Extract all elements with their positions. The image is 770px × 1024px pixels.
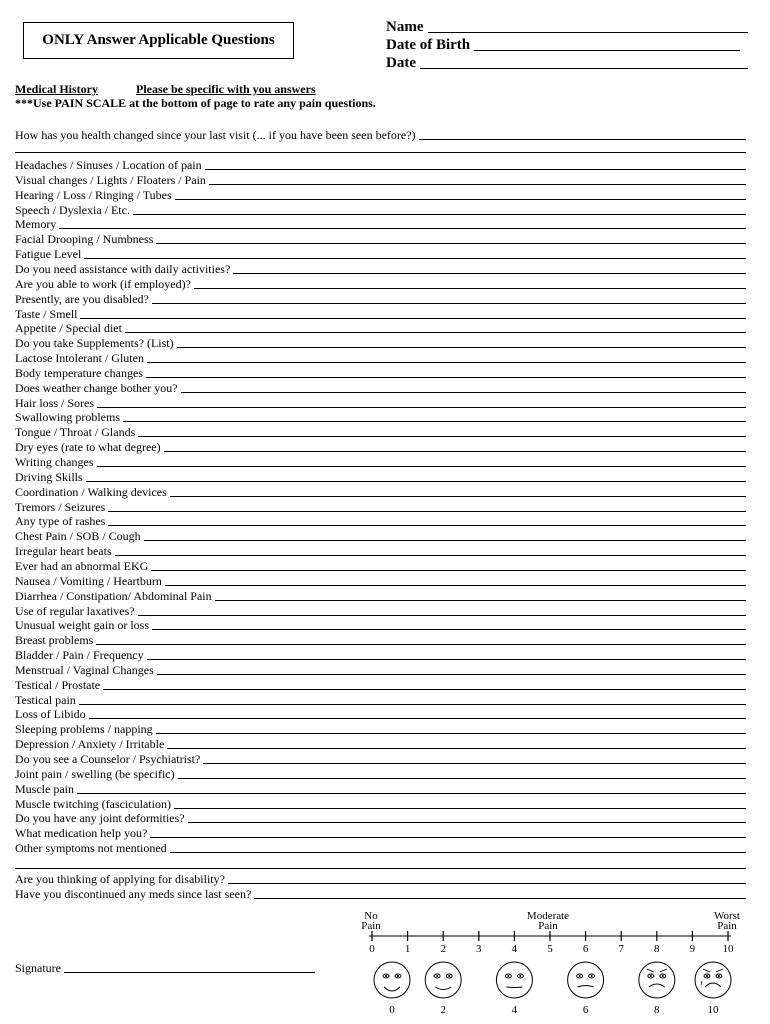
question-row[interactable] (15, 424, 746, 439)
worst-pain-label: Pain (717, 920, 737, 932)
answer-line[interactable] (233, 273, 746, 274)
question-label: Diarrhea / Constipation/ Abdominal Pain (15, 588, 212, 603)
answer-line[interactable] (138, 615, 746, 616)
answer-line[interactable] (188, 822, 746, 823)
question-row[interactable] (15, 632, 746, 647)
scale-tick-label: 9 (689, 943, 696, 955)
face-tear (701, 981, 702, 985)
face-mouth (506, 987, 522, 988)
question-label: Hair loss / Sores (15, 395, 94, 410)
question-row[interactable] (15, 528, 746, 543)
question-row[interactable] (15, 350, 746, 365)
face-pupil (718, 975, 720, 977)
question-label: Swallowing problems (15, 410, 120, 425)
answer-line[interactable] (167, 748, 746, 749)
question-row[interactable] (15, 781, 746, 796)
face-pupil (397, 975, 399, 977)
answer-line[interactable] (144, 540, 746, 541)
pain-face-icon (425, 962, 461, 998)
question-label: Tongue / Throat / Glands (15, 425, 136, 440)
section-subtitle: Please be specific with you answers (135, 82, 316, 96)
question-label: Do you have any joint deformities? (15, 811, 185, 826)
answer-line[interactable] (77, 793, 746, 794)
answer-line[interactable] (147, 362, 746, 363)
face-mouth (384, 987, 400, 991)
scale-tick-label: 7 (618, 943, 624, 955)
scale-tick-label: 5 (547, 943, 553, 955)
question-row[interactable] (15, 736, 746, 751)
answer-line[interactable] (170, 496, 746, 497)
question-row[interactable] (15, 439, 746, 454)
answer-line[interactable] (147, 659, 746, 660)
question-label: Breast problems (15, 633, 94, 648)
face-pupil (448, 975, 450, 977)
instruction-box-text: ONLY Answer Applicable Questions (42, 32, 275, 48)
question-label: Lactose Intolerant / Gluten (15, 351, 144, 366)
question-label: Bladder / Pain / Frequency (15, 648, 144, 663)
face-label: 4 (511, 1004, 518, 1016)
answer-line[interactable] (175, 199, 746, 200)
face-pupil (650, 975, 652, 977)
question-row[interactable] (15, 454, 746, 469)
question-label: Coordination / Walking devices (15, 484, 167, 499)
question-row[interactable] (15, 216, 746, 231)
face-label: 10 (707, 1004, 719, 1016)
answer-line[interactable] (419, 139, 746, 140)
answer-line[interactable] (254, 898, 746, 899)
face-mouth (578, 986, 594, 988)
question-row[interactable] (15, 172, 746, 187)
question-row[interactable] (15, 573, 746, 588)
answer-line[interactable] (170, 852, 746, 853)
answer-line[interactable] (152, 629, 746, 630)
answer-line[interactable] (209, 184, 746, 185)
question-row[interactable] (15, 469, 746, 484)
question-row[interactable] (15, 603, 746, 618)
question-row[interactable] (15, 840, 746, 855)
question-label: Driving Skills (15, 469, 83, 484)
face-pupil (507, 975, 509, 977)
question-row[interactable] (15, 409, 746, 424)
answer-line[interactable] (164, 451, 746, 452)
answer-line[interactable] (108, 511, 746, 512)
question-row[interactable] (15, 380, 746, 395)
question-label: Ever had an abnormal EKG (15, 558, 149, 573)
dob-field[interactable] (386, 35, 748, 53)
answer-line[interactable] (194, 288, 746, 289)
question-label: Irregular heart beats (15, 544, 112, 559)
question-label: What medication help you? (15, 826, 148, 841)
question-label: Taste / Smell (15, 306, 78, 321)
question-label: Depression / Anxiety / Irritable (15, 737, 165, 752)
question-label: Do you need assistance with daily activities? (15, 261, 231, 276)
question-label: Are you able to work (if employed)? (15, 276, 191, 291)
question-row[interactable] (15, 335, 746, 350)
answer-line[interactable] (151, 570, 746, 571)
face-pupil (436, 975, 438, 977)
question-label: Any type of rashes (15, 514, 106, 529)
question-row[interactable] (15, 796, 746, 811)
face-mouth (649, 984, 665, 987)
answer-line[interactable] (123, 421, 746, 422)
question-label: Appetite / Special diet (15, 321, 122, 336)
signature-line[interactable] (64, 972, 315, 973)
question-row[interactable] (15, 810, 746, 825)
answer-line[interactable] (97, 407, 746, 408)
face-brow (716, 969, 723, 972)
answer-line[interactable] (103, 689, 746, 690)
scale-tick-label: 0 (369, 943, 375, 955)
pain-face-icon (695, 962, 731, 998)
name-field[interactable] (386, 17, 748, 35)
question-row[interactable] (15, 231, 746, 246)
question-label: Are you thinking of applying for disability? (15, 872, 225, 886)
moderate-pain-label: Pain (538, 920, 558, 932)
answer-line[interactable] (177, 347, 746, 348)
question-row[interactable] (15, 588, 746, 603)
name-label: Name (386, 19, 424, 35)
question-label: Tremors / Seizures (15, 499, 106, 514)
question-label: Other symptoms not mentioned (15, 841, 167, 856)
question-row[interactable] (15, 558, 746, 573)
answer-line[interactable] (205, 169, 746, 170)
dob-label: Date of Birth (386, 37, 471, 53)
question-label: Joint pain / swelling (be specific) (15, 766, 175, 781)
pain-face-icon (496, 962, 532, 998)
question-row[interactable] (15, 127, 746, 142)
date-input-line[interactable] (420, 68, 748, 69)
answer-line[interactable] (146, 377, 746, 378)
question-row[interactable] (15, 825, 746, 840)
face-brow (703, 969, 710, 972)
answer-line[interactable] (96, 644, 746, 645)
scale-tick-label: 1 (404, 943, 411, 955)
question-row[interactable] (15, 617, 746, 632)
question-label: Unusual weight gain or loss (15, 618, 149, 633)
question-row[interactable] (15, 157, 746, 172)
question-row[interactable] (15, 513, 746, 528)
answer-line[interactable] (97, 466, 747, 467)
question-label: Does weather change bother you? (15, 380, 178, 395)
answer-line[interactable] (133, 214, 746, 215)
face-brow (647, 969, 654, 972)
answer-line[interactable] (157, 674, 746, 675)
face-label: 0 (389, 1004, 395, 1016)
answer-line[interactable] (86, 481, 746, 482)
instruction-box (23, 22, 294, 59)
signature-field[interactable] (15, 960, 315, 975)
question-label: Hearing / Loss / Ringing / Tubes (15, 187, 172, 202)
date-label: Date (386, 55, 416, 71)
pain-face-icon (639, 962, 675, 998)
worst-pain-label: Worst (713, 910, 741, 922)
face-label: 8 (654, 1004, 660, 1016)
answer-line[interactable] (203, 763, 746, 764)
answer-line[interactable] (150, 837, 746, 838)
answer-line[interactable] (84, 258, 746, 259)
question-row[interactable] (15, 706, 746, 721)
answer-line[interactable] (215, 600, 746, 601)
scale-tick-label: 10 (722, 943, 734, 955)
name-input-line[interactable] (428, 32, 749, 33)
answer-line[interactable] (79, 704, 746, 705)
no-pain-label: No (364, 910, 378, 922)
question-row[interactable] (15, 484, 746, 499)
moderate-pain-label: Moderate (526, 910, 570, 922)
question-label: Body temperature changes (15, 365, 143, 380)
answer-line[interactable] (80, 318, 746, 319)
question-label: Testical pain (15, 692, 76, 707)
no-pain-label: Pain (361, 920, 381, 932)
answer-line[interactable] (59, 228, 746, 229)
question-label: Muscle pain (15, 781, 74, 796)
pain-scale (355, 905, 750, 1020)
answer-line[interactable] (174, 808, 746, 809)
answer-line[interactable] (156, 243, 746, 244)
question-row[interactable] (15, 320, 746, 335)
question-row[interactable] (15, 261, 746, 276)
question-label: Have you discontinued any meds since last seen? (15, 887, 252, 901)
question-row[interactable] (15, 766, 746, 781)
face-pupil (706, 975, 708, 977)
question-row[interactable] (15, 306, 746, 321)
answer-line[interactable] (181, 392, 746, 393)
face-pupil (662, 975, 664, 977)
question-row[interactable] (15, 395, 746, 410)
answer-line[interactable] (228, 883, 746, 884)
pain-scale-instruction: ***Use PAIN SCALE at the bottom of page to rate any pain questions. (15, 96, 376, 110)
question-row[interactable] (15, 721, 746, 736)
question-row[interactable] (15, 246, 746, 261)
scale-tick-label: 2 (440, 943, 446, 955)
question-label: Sleeping problems / napping (15, 722, 153, 737)
question-label: Testical / Prostate (15, 677, 101, 692)
question-row[interactable] (15, 291, 746, 306)
scale-tick-label: 4 (511, 943, 518, 955)
scale-tick-label: 8 (654, 943, 660, 955)
question-row[interactable] (15, 647, 746, 662)
question-label: Muscle twitching (fasciculation) (15, 796, 171, 811)
question-label: Menstrual / Vaginal Changes (15, 662, 154, 677)
question-label: Headaches / Sinuses / Location of pain (15, 158, 202, 172)
question-label: Writing changes (15, 455, 94, 469)
answer-line[interactable] (138, 436, 746, 437)
pain-face-icon (568, 962, 604, 998)
question-label: Chest Pain / SOB / Cough (15, 529, 141, 544)
date-field[interactable] (386, 53, 748, 71)
signature-label: Signature (15, 961, 61, 975)
section-title (15, 82, 316, 97)
answer-line[interactable] (156, 733, 746, 734)
question-label: Facial Drooping / Numbness (15, 232, 154, 247)
question-label: Do you see a Counselor / Psychiatrist? (15, 752, 201, 766)
answer-line[interactable] (178, 778, 746, 779)
face-mouth (705, 983, 721, 987)
question-label: Speech / Dyslexia / Etc. (15, 202, 130, 217)
question-row[interactable] (15, 276, 746, 291)
question-row[interactable] (15, 886, 746, 901)
question-row[interactable] (15, 365, 746, 380)
question-label: Loss of Libido (15, 707, 86, 722)
scale-tick-label: 3 (476, 943, 482, 955)
question-label: Use of regular laxatives? (15, 603, 135, 618)
pain-face-icon (374, 962, 410, 998)
question-row[interactable] (15, 692, 746, 707)
question-row[interactable] (15, 187, 746, 202)
face-label: 6 (582, 1004, 589, 1016)
answer-line[interactable] (89, 718, 746, 719)
scale-tick-label: 6 (582, 943, 589, 955)
question-row[interactable] (15, 677, 746, 692)
face-label: 2 (440, 1004, 446, 1016)
face-brow (660, 969, 667, 972)
question-label: Fatigue Level (15, 247, 82, 262)
question-row[interactable] (15, 202, 746, 217)
question-label: How has you health changed since your last visit (... if you have been seen before?) (15, 128, 416, 142)
question-label: Presently, are you disabled? (15, 291, 149, 306)
continuation-line[interactable] (15, 152, 746, 153)
answer-line[interactable] (125, 332, 746, 333)
question-label: Nausea / Vomiting / Heartburn (15, 573, 162, 588)
dob-input-line[interactable] (474, 50, 740, 51)
pain-scale-graphic (355, 905, 750, 1020)
answer-line[interactable] (152, 303, 746, 304)
question-label: Memory (15, 217, 57, 232)
answer-line[interactable] (108, 525, 746, 526)
face-pupil (591, 975, 593, 977)
face-mouth (435, 987, 451, 990)
face-pupil (385, 975, 387, 977)
face-pupil (579, 975, 581, 977)
question-row[interactable] (15, 499, 746, 514)
question-row[interactable] (15, 543, 746, 558)
continuation-line[interactable] (15, 868, 746, 869)
answer-line[interactable] (115, 555, 746, 556)
answer-line[interactable] (165, 585, 746, 586)
question-label: Do you take Supplements? (List) (15, 336, 174, 351)
question-row[interactable] (15, 751, 746, 766)
question-label: Visual changes / Lights / Floaters / Pain (15, 172, 206, 187)
face-pupil (519, 975, 521, 977)
section-title-text: Medical History (15, 82, 98, 96)
question-label: Dry eyes (rate to what degree) (15, 440, 161, 455)
question-row[interactable] (15, 662, 746, 677)
question-row[interactable] (15, 871, 746, 886)
